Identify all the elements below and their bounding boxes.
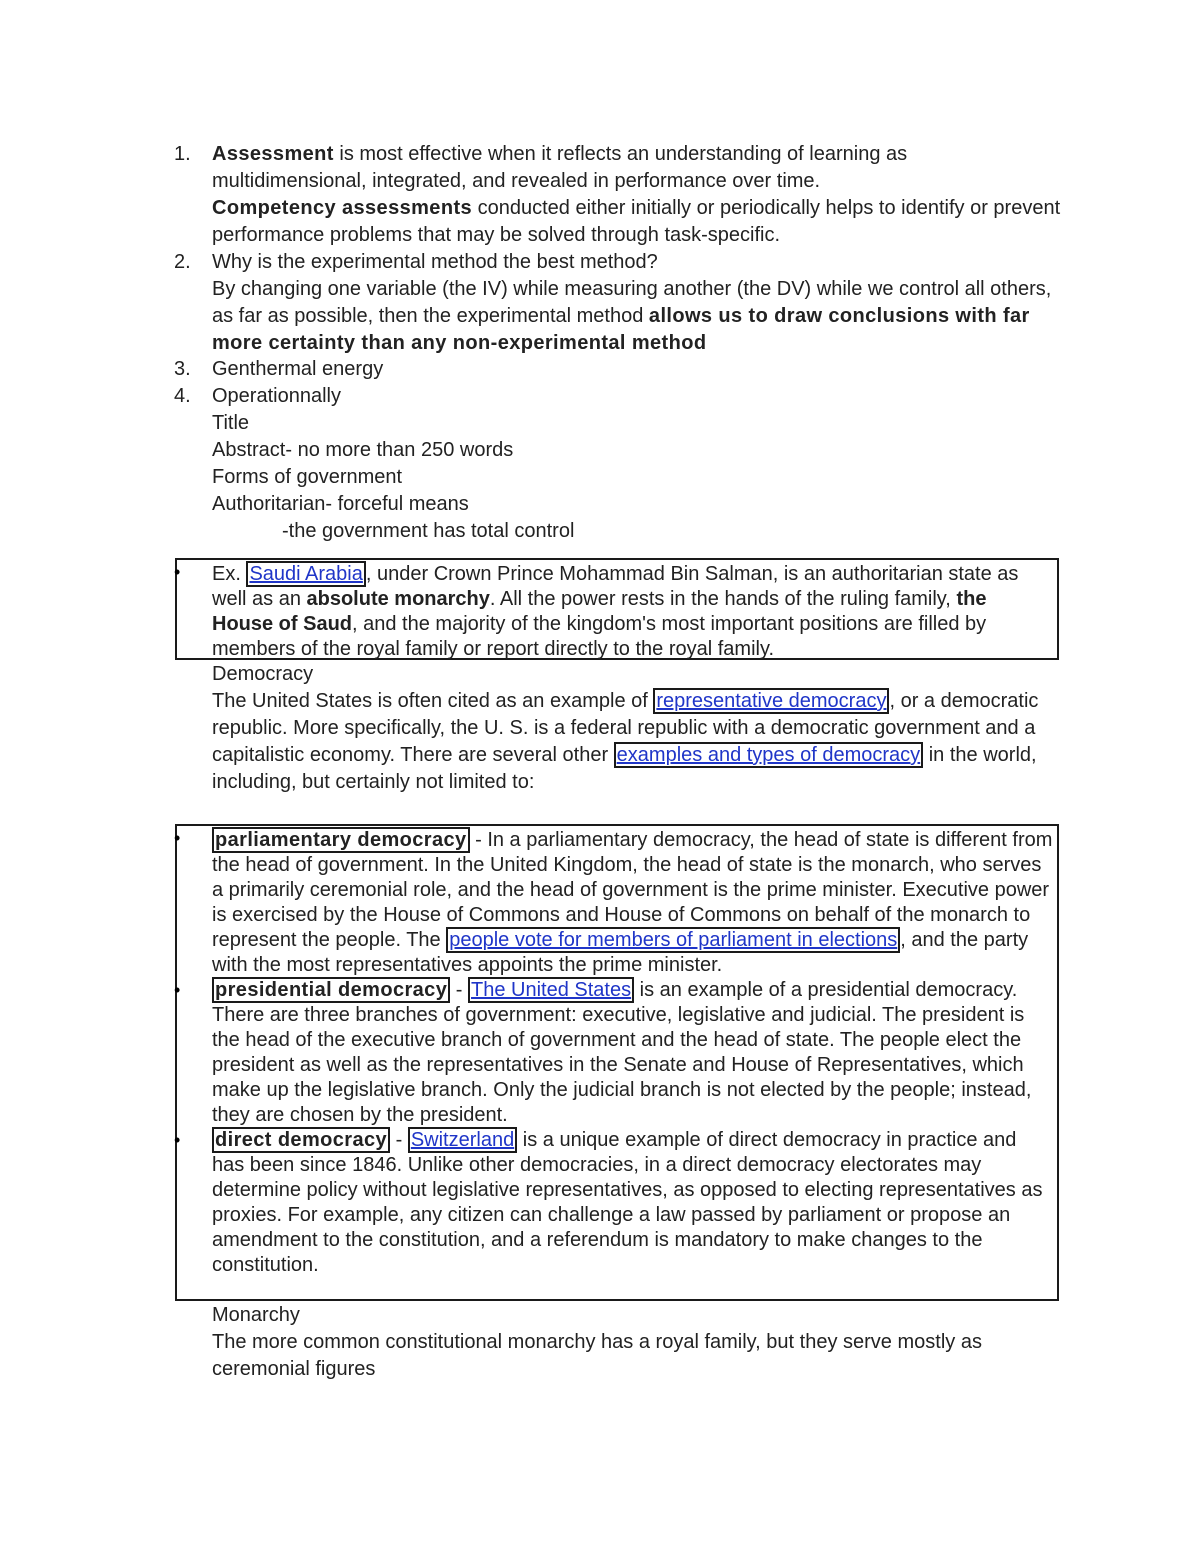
list-number: 2. (174, 251, 191, 273)
bullet-icon: • (174, 980, 181, 1000)
direct-democracy-heading: direct democracy (212, 1127, 390, 1153)
monarchy-paragraph: The more common constitutional monarchy has a royal family, but they serve mostly as ceremonial figures (212, 1331, 982, 1380)
bold-term: the House of Saud (212, 588, 987, 635)
item4-line-indented: -the government has total control (282, 520, 575, 542)
item4-line: Authoritarian- forceful means (212, 493, 469, 515)
people-vote-link[interactable]: people vote for members of parliament in elections (446, 927, 900, 953)
text-run: is a unique example of direct democracy in practice and has been since 1846. Unlike other democracies, in a direct democracy electorates may determine policy without legislative representatives, as opposed to electing representatives as proxies. For example, any citizen can challenge a law passed by parliament or propose an amendment to the constitution, and a referendum is mandatory to make changes to the constitution. (212, 1129, 1043, 1276)
text-run: , or a democratic republic. More specifically, the U. S. is a federal republic with a democratic government and a capitalistic economy. There are several other (212, 690, 1039, 766)
text-run: , and the party with the most representatives appoints the prime minister. (212, 929, 1029, 976)
text-run: - In a parliamentary democracy, the head of state is different from the head of government. In the United Kingdom, the head of state is the monarch, who serves a primarily ceremonial role, and the head of government is the prime minister. Executive power is exercised by the House of Commons and House of Commons on behalf of the monarch to represent the people. The (212, 829, 1053, 951)
bullet-icon: • (174, 562, 181, 582)
text-run: in the world, including, but certainly not limited to: (212, 744, 1037, 793)
monarchy-heading: Monarchy (212, 1304, 300, 1326)
bullet-icon: • (174, 828, 181, 848)
list-item-3 (174, 356, 1062, 383)
saudi-box (175, 558, 1059, 660)
item2-paragraph (212, 276, 1062, 357)
text-run: is an example of a presidential democracy. There are three branches of government: executive, legislative and judicial. The president is the head of the executive branch of government and the head of state. The people elect the president as well as the representatives in the Senate and House of Representatives, which make up the legislative branch. Only the judicial branch is not elected by the people; instead, they are chosen by the president. (212, 979, 1032, 1126)
bold-term: Assessment (212, 143, 334, 165)
text-run: , and the majority of the kingdom's most important positions are filled by members of the royal family or report directly to the royal family. (212, 613, 987, 660)
text-run: conducted either initially or periodically helps to identify or prevent performance problems that may be solved through task-specific. (212, 197, 1061, 246)
democracy-types-box (175, 824, 1059, 1301)
item4-line: Title (212, 412, 250, 434)
text-run: , under Crown Prince Mohammad Bin Salman, is an authoritarian state as well as an (212, 563, 1019, 610)
saudi-arabia-link[interactable]: Saudi Arabia (246, 561, 365, 587)
item2-question: Why is the experimental method the best method? (212, 251, 658, 273)
bullet-direct (174, 1128, 1057, 1278)
representative-democracy-link[interactable]: representative democracy (653, 688, 889, 714)
bold-phrase: allows us to draw conclusions with far more certainty than any non-experimental method (212, 305, 1030, 354)
item3-text: Genthermal energy (212, 358, 384, 380)
text-run: is most effective when it reflects an understanding of learning as multidimensional, integrated, and revealed in performance over time. (212, 143, 908, 192)
item4-line: Abstract- no more than 250 words (212, 439, 514, 461)
list-item-4 (174, 383, 1062, 545)
item4-line: Forms of government (212, 466, 403, 488)
democracy-heading: Democracy (212, 663, 314, 685)
bold-term: absolute monarchy (306, 588, 490, 610)
presidential-democracy-heading: presidential democracy (212, 977, 450, 1003)
text-run: - (450, 979, 469, 1001)
item1-paragraph-2 (212, 195, 1062, 249)
text-run: - (390, 1129, 408, 1151)
bullet-icon: • (174, 1130, 181, 1150)
parliamentary-democracy-heading: parliamentary democracy (212, 827, 470, 853)
item1-paragraph (212, 141, 1062, 195)
democracy-section (212, 661, 1062, 796)
bullet-paragraph (174, 560, 1057, 662)
bullet-presidential (174, 978, 1057, 1128)
text-run: Ex. (212, 563, 247, 585)
list-number: 4. (174, 385, 191, 407)
text-run: . All the power rests in the hands of the ruling family, (489, 588, 957, 610)
list-item-2 (174, 249, 1062, 357)
bullet-parliamentary (174, 826, 1057, 978)
bold-term: Competency assessments (212, 197, 473, 219)
switzerland-link[interactable]: Switzerland (408, 1127, 517, 1153)
text-run: By changing one variable (the IV) while measuring another (the DV) while we control all others, as far as possible, then the experimental method (212, 278, 1052, 327)
democracy-paragraph (212, 688, 1062, 796)
list-number: 1. (174, 143, 191, 165)
monarchy-section (212, 1302, 1062, 1383)
examples-types-democracy-link[interactable]: examples and types of democracy (614, 742, 924, 768)
item4-line: Operationnally (212, 385, 341, 407)
united-states-link[interactable]: The United States (468, 977, 634, 1003)
text-run: The United States is often cited as an example of (212, 690, 654, 712)
list-number: 3. (174, 358, 191, 380)
list-item-1 (174, 141, 1062, 249)
